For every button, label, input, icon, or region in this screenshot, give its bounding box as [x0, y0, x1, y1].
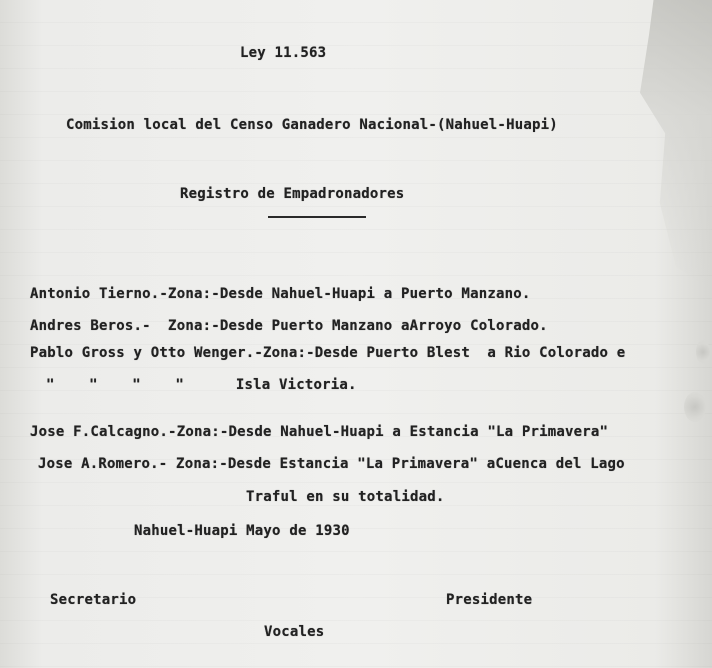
- signature-members: Vocales: [264, 624, 325, 640]
- entry-tierno: Antonio Tierno.-Zona:-Desde Nahuel-Huapi a Puerto Manzano.: [30, 286, 531, 302]
- commission-title: Comision local del Censo Ganadero Nacional-(Nahuel-Huapi): [66, 117, 558, 133]
- law-number: Ley 11.563: [240, 45, 327, 61]
- entry-gross-wenger: Pablo Gross y Otto Wenger.-Zona:-Desde Puerto Blest a Rio Colorado e: [30, 345, 626, 361]
- place-date: Nahuel-Huapi Mayo de 1930: [134, 523, 350, 539]
- signature-secretary: Secretario: [50, 592, 137, 608]
- entry-calcagno: Jose F.Calcagno.-Zona:-Desde Nahuel-Huapi a Estancia "La Primavera": [30, 424, 609, 440]
- entry-romero: Jose A.Romero.- Zona:-Desde Estancia "La Primavera" aCuenca del Lago: [38, 456, 625, 472]
- entry-beros: Andres Beros.- Zona:-Desde Puerto Manzano aArroyo Colorado.: [30, 318, 548, 334]
- signature-president: Presidente: [446, 592, 533, 608]
- entry-ditto-line: " " " " Isla Victoria.: [46, 377, 357, 393]
- entry-romero-continued: Traful en su totalidad.: [246, 489, 445, 505]
- punch-hole: [696, 340, 710, 364]
- torn-edge: [622, 0, 712, 290]
- registry-heading: Registro de Empadronadores: [180, 186, 405, 202]
- punch-hole: [684, 392, 706, 422]
- heading-underline: [268, 216, 366, 218]
